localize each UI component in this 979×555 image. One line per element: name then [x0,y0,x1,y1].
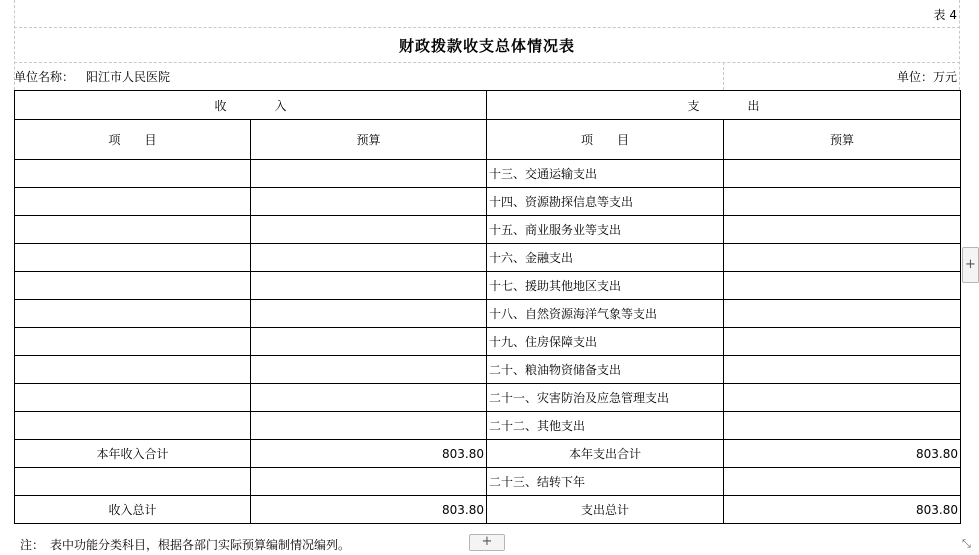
table-row [15,188,961,216]
table-row [15,160,961,188]
income-budget-cell[interactable] [251,468,487,496]
year-total-row [15,440,961,468]
income-item-cell[interactable] [15,384,251,412]
expense-item-cell[interactable]: 十四、资源勘探信息等支出 [487,188,724,216]
unit-name [14,68,170,85]
expense-budget-cell[interactable] [724,328,961,356]
income-grand-total-label[interactable]: 收入总计 [15,496,251,524]
sheet-gridline [723,62,724,90]
column-header-row [15,120,961,160]
expense-grand-total-value[interactable]: 803.80 [724,496,961,524]
income-item-cell[interactable] [15,328,251,356]
unit-name-value: 阳江市人民医院 [86,70,171,84]
currency-unit: 单位：万元 [896,70,957,84]
expense-item-cell[interactable]: 十六、金融支出 [487,244,724,272]
expense-budget-cell[interactable] [724,300,961,328]
sheet-gridline [14,62,960,63]
expense-budget-cell[interactable] [724,160,961,188]
income-year-total-label[interactable]: 本年收入合计 [15,440,251,468]
expense-item-cell[interactable]: 十八、自然资源海洋气象等支出 [487,300,724,328]
expense-budget-cell[interactable] [724,384,961,412]
sheet-number: 表 4 [933,8,957,22]
expense-grand-total-label[interactable]: 支出总计 [487,496,724,524]
resize-handle-icon[interactable]: ⤡ [962,537,971,550]
budget-table [14,90,961,524]
expense-year-total-label[interactable]: 本年支出合计 [487,440,724,468]
expense-budget-cell[interactable] [724,412,961,440]
expense-budget-cell[interactable] [724,356,961,384]
income-budget-cell[interactable] [251,244,487,272]
table-row [15,272,961,300]
expense-item-cell[interactable]: 二十二、其他支出 [487,412,724,440]
income-budget-cell[interactable] [251,384,487,412]
add-row-button[interactable]: + [469,534,505,551]
income-budget-cell[interactable] [251,188,487,216]
footnote: 注： 表中功能分类科目，根据各部门实际预算编制情况编列。 [20,538,351,552]
income-item-cell[interactable] [15,160,251,188]
table-row [15,412,961,440]
carry-forward-label[interactable]: 二十三、结转下年 [487,468,724,496]
carry-forward-row [15,468,961,496]
table-row [15,328,961,356]
income-item-cell[interactable] [15,244,251,272]
income-budget-header: 预算 [251,120,487,160]
income-item-cell[interactable] [15,216,251,244]
section-header-row [15,91,961,120]
expense-budget-cell[interactable] [724,216,961,244]
expense-budget-header: 预算 [724,120,961,160]
page-title: 财政拨款收支总体情况表 [398,37,575,55]
income-budget-cell[interactable] [251,328,487,356]
income-item-cell[interactable] [15,412,251,440]
expense-budget-cell[interactable] [724,244,961,272]
income-item-cell[interactable] [15,188,251,216]
grand-total-row [15,496,961,524]
add-column-button[interactable]: + [962,247,979,283]
sheet-gridline [14,27,960,28]
income-item-cell[interactable] [15,300,251,328]
expense-item-cell[interactable]: 十三、交通运输支出 [487,160,724,188]
expense-budget-cell[interactable] [724,272,961,300]
table-row [15,384,961,412]
income-budget-cell[interactable] [251,300,487,328]
income-header: 收 入 [15,91,487,120]
income-budget-cell[interactable] [251,160,487,188]
expense-item-cell[interactable]: 二十、粮油物资储备支出 [487,356,724,384]
table-row [15,300,961,328]
income-grand-total-value[interactable]: 803.80 [251,496,487,524]
expense-budget-cell[interactable] [724,188,961,216]
expense-year-total-value[interactable]: 803.80 [724,440,961,468]
expense-budget-cell[interactable] [724,468,961,496]
expense-item-cell[interactable]: 十五、商业服务业等支出 [487,216,724,244]
income-item-header: 项 目 [15,120,251,160]
expense-item-cell[interactable]: 二十一、灾害防治及应急管理支出 [487,384,724,412]
expense-item-header: 项 目 [487,120,724,160]
expense-item-cell[interactable]: 十七、援助其他地区支出 [487,272,724,300]
income-year-total-value[interactable]: 803.80 [251,440,487,468]
income-item-cell[interactable] [15,356,251,384]
expense-header: 支 出 [487,91,961,120]
unit-name-label: 单位名称： [14,70,75,84]
income-budget-cell[interactable] [251,216,487,244]
table-row [15,244,961,272]
income-budget-cell[interactable] [251,412,487,440]
table-row [15,356,961,384]
income-item-cell[interactable] [15,272,251,300]
income-budget-cell[interactable] [251,356,487,384]
expense-item-cell[interactable]: 十九、住房保障支出 [487,328,724,356]
table-row [15,216,961,244]
income-budget-cell[interactable] [251,272,487,300]
income-item-cell[interactable] [15,468,251,496]
